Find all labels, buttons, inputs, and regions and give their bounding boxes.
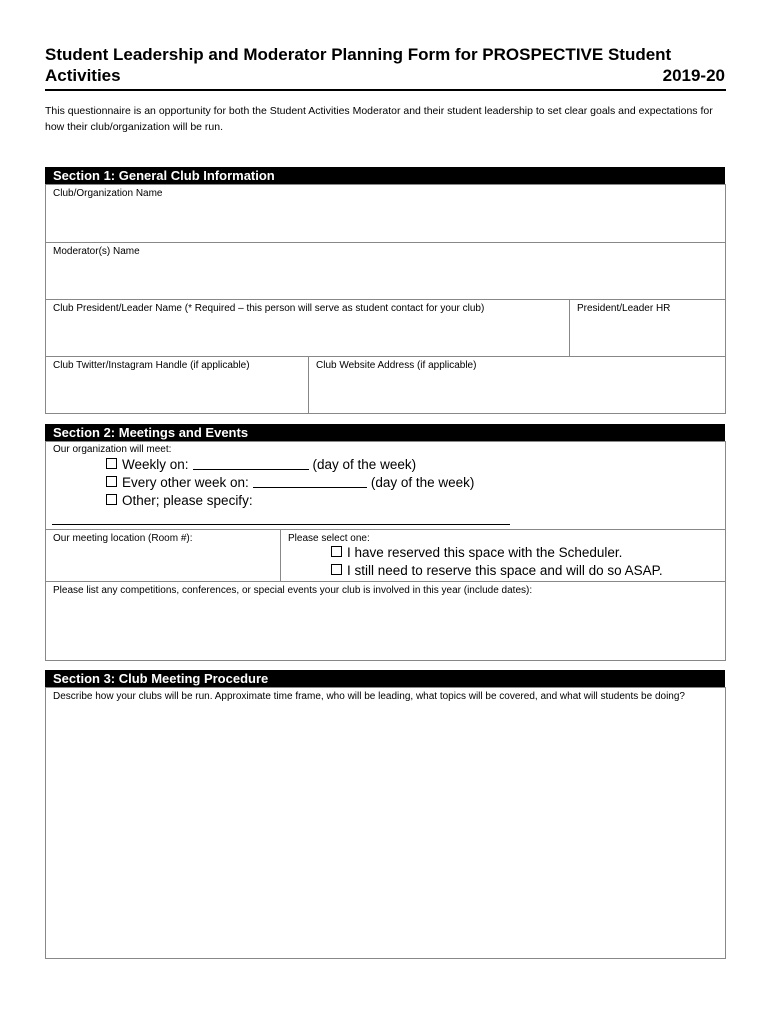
- section1-header: Section 1: General Club Information: [45, 167, 725, 184]
- website-label: Club Website Address (if applicable): [316, 360, 477, 371]
- other-label: Other; please specify:: [122, 493, 253, 508]
- weekly-day-blank[interactable]: [193, 457, 309, 470]
- meeting-procedure-field[interactable]: [45, 687, 726, 959]
- website-field[interactable]: [308, 356, 726, 414]
- competitions-label: Please list any competitions, conferences, or special events your club is involved in this year (include dates):: [53, 585, 533, 596]
- need-reserve-checkbox[interactable]: [331, 564, 342, 575]
- every-other-week-day-blank[interactable]: [253, 475, 367, 488]
- other-checkbox[interactable]: [106, 494, 117, 505]
- club-name-field[interactable]: [45, 184, 726, 243]
- need-reserve-option[interactable]: [331, 562, 663, 580]
- club-name-label: Club/Organization Name: [53, 188, 163, 199]
- every-other-week-checkbox[interactable]: [106, 476, 117, 487]
- section2-header: Section 2: Meetings and Events: [45, 424, 725, 441]
- social-handle-label: Club Twitter/Instagram Handle (if applicable): [53, 360, 250, 371]
- weekly-label: Weekly on:: [122, 457, 189, 472]
- president-hr-field[interactable]: [569, 299, 726, 357]
- weekly-option[interactable]: [106, 456, 416, 474]
- moderator-name-label: Moderator(s) Name: [53, 246, 140, 257]
- other-specify-line[interactable]: [52, 524, 510, 525]
- weekly-suffix: (day of the week): [312, 457, 417, 472]
- form-title: [45, 44, 725, 86]
- president-name-field[interactable]: [45, 299, 570, 357]
- section3-header: Section 3: Club Meeting Procedure: [45, 670, 725, 687]
- reserved-option[interactable]: [331, 544, 622, 562]
- meeting-procedure-label: Describe how your clubs will be run. Approximate time frame, who will be leading, what topics will be covered, and what will students be doing?: [53, 691, 685, 702]
- every-other-week-option[interactable]: [106, 474, 474, 492]
- meet-label: Our organization will meet:: [53, 444, 172, 455]
- reserved-checkbox[interactable]: [331, 546, 342, 557]
- president-hr-label: President/Leader HR: [577, 303, 671, 314]
- other-option[interactable]: [106, 492, 253, 510]
- form-title-line1: Student Leadership and Moderator Planning Form for PROSPECTIVE Student: [45, 45, 672, 64]
- title-divider: [45, 89, 726, 91]
- social-handle-field[interactable]: [45, 356, 309, 414]
- every-other-week-label: Every other week on:: [122, 475, 249, 490]
- intro-text: This questionnaire is an opportunity for both the Student Activities Moderator and their student leadership to set clear goals and expectations for how their club/organization will be run.: [45, 105, 713, 133]
- form-year: 2019-20: [662, 66, 725, 85]
- every-other-week-suffix: (day of the week): [370, 475, 475, 490]
- meeting-location-label: Our meeting location (Room #):: [53, 533, 193, 544]
- reserved-label: I have reserved this space with the Scheduler.: [347, 545, 623, 560]
- president-name-label: Club President/Leader Name (* Required – this person will serve as student contact for your club): [53, 303, 485, 314]
- meeting-location-field[interactable]: [45, 529, 281, 582]
- select-one-label: Please select one:: [288, 533, 370, 544]
- competitions-field[interactable]: [45, 581, 726, 661]
- weekly-checkbox[interactable]: [106, 458, 117, 469]
- moderator-name-field[interactable]: [45, 242, 726, 300]
- need-reserve-label: I still need to reserve this space and will do so ASAP.: [347, 563, 663, 578]
- form-title-line2: Activities: [45, 66, 121, 85]
